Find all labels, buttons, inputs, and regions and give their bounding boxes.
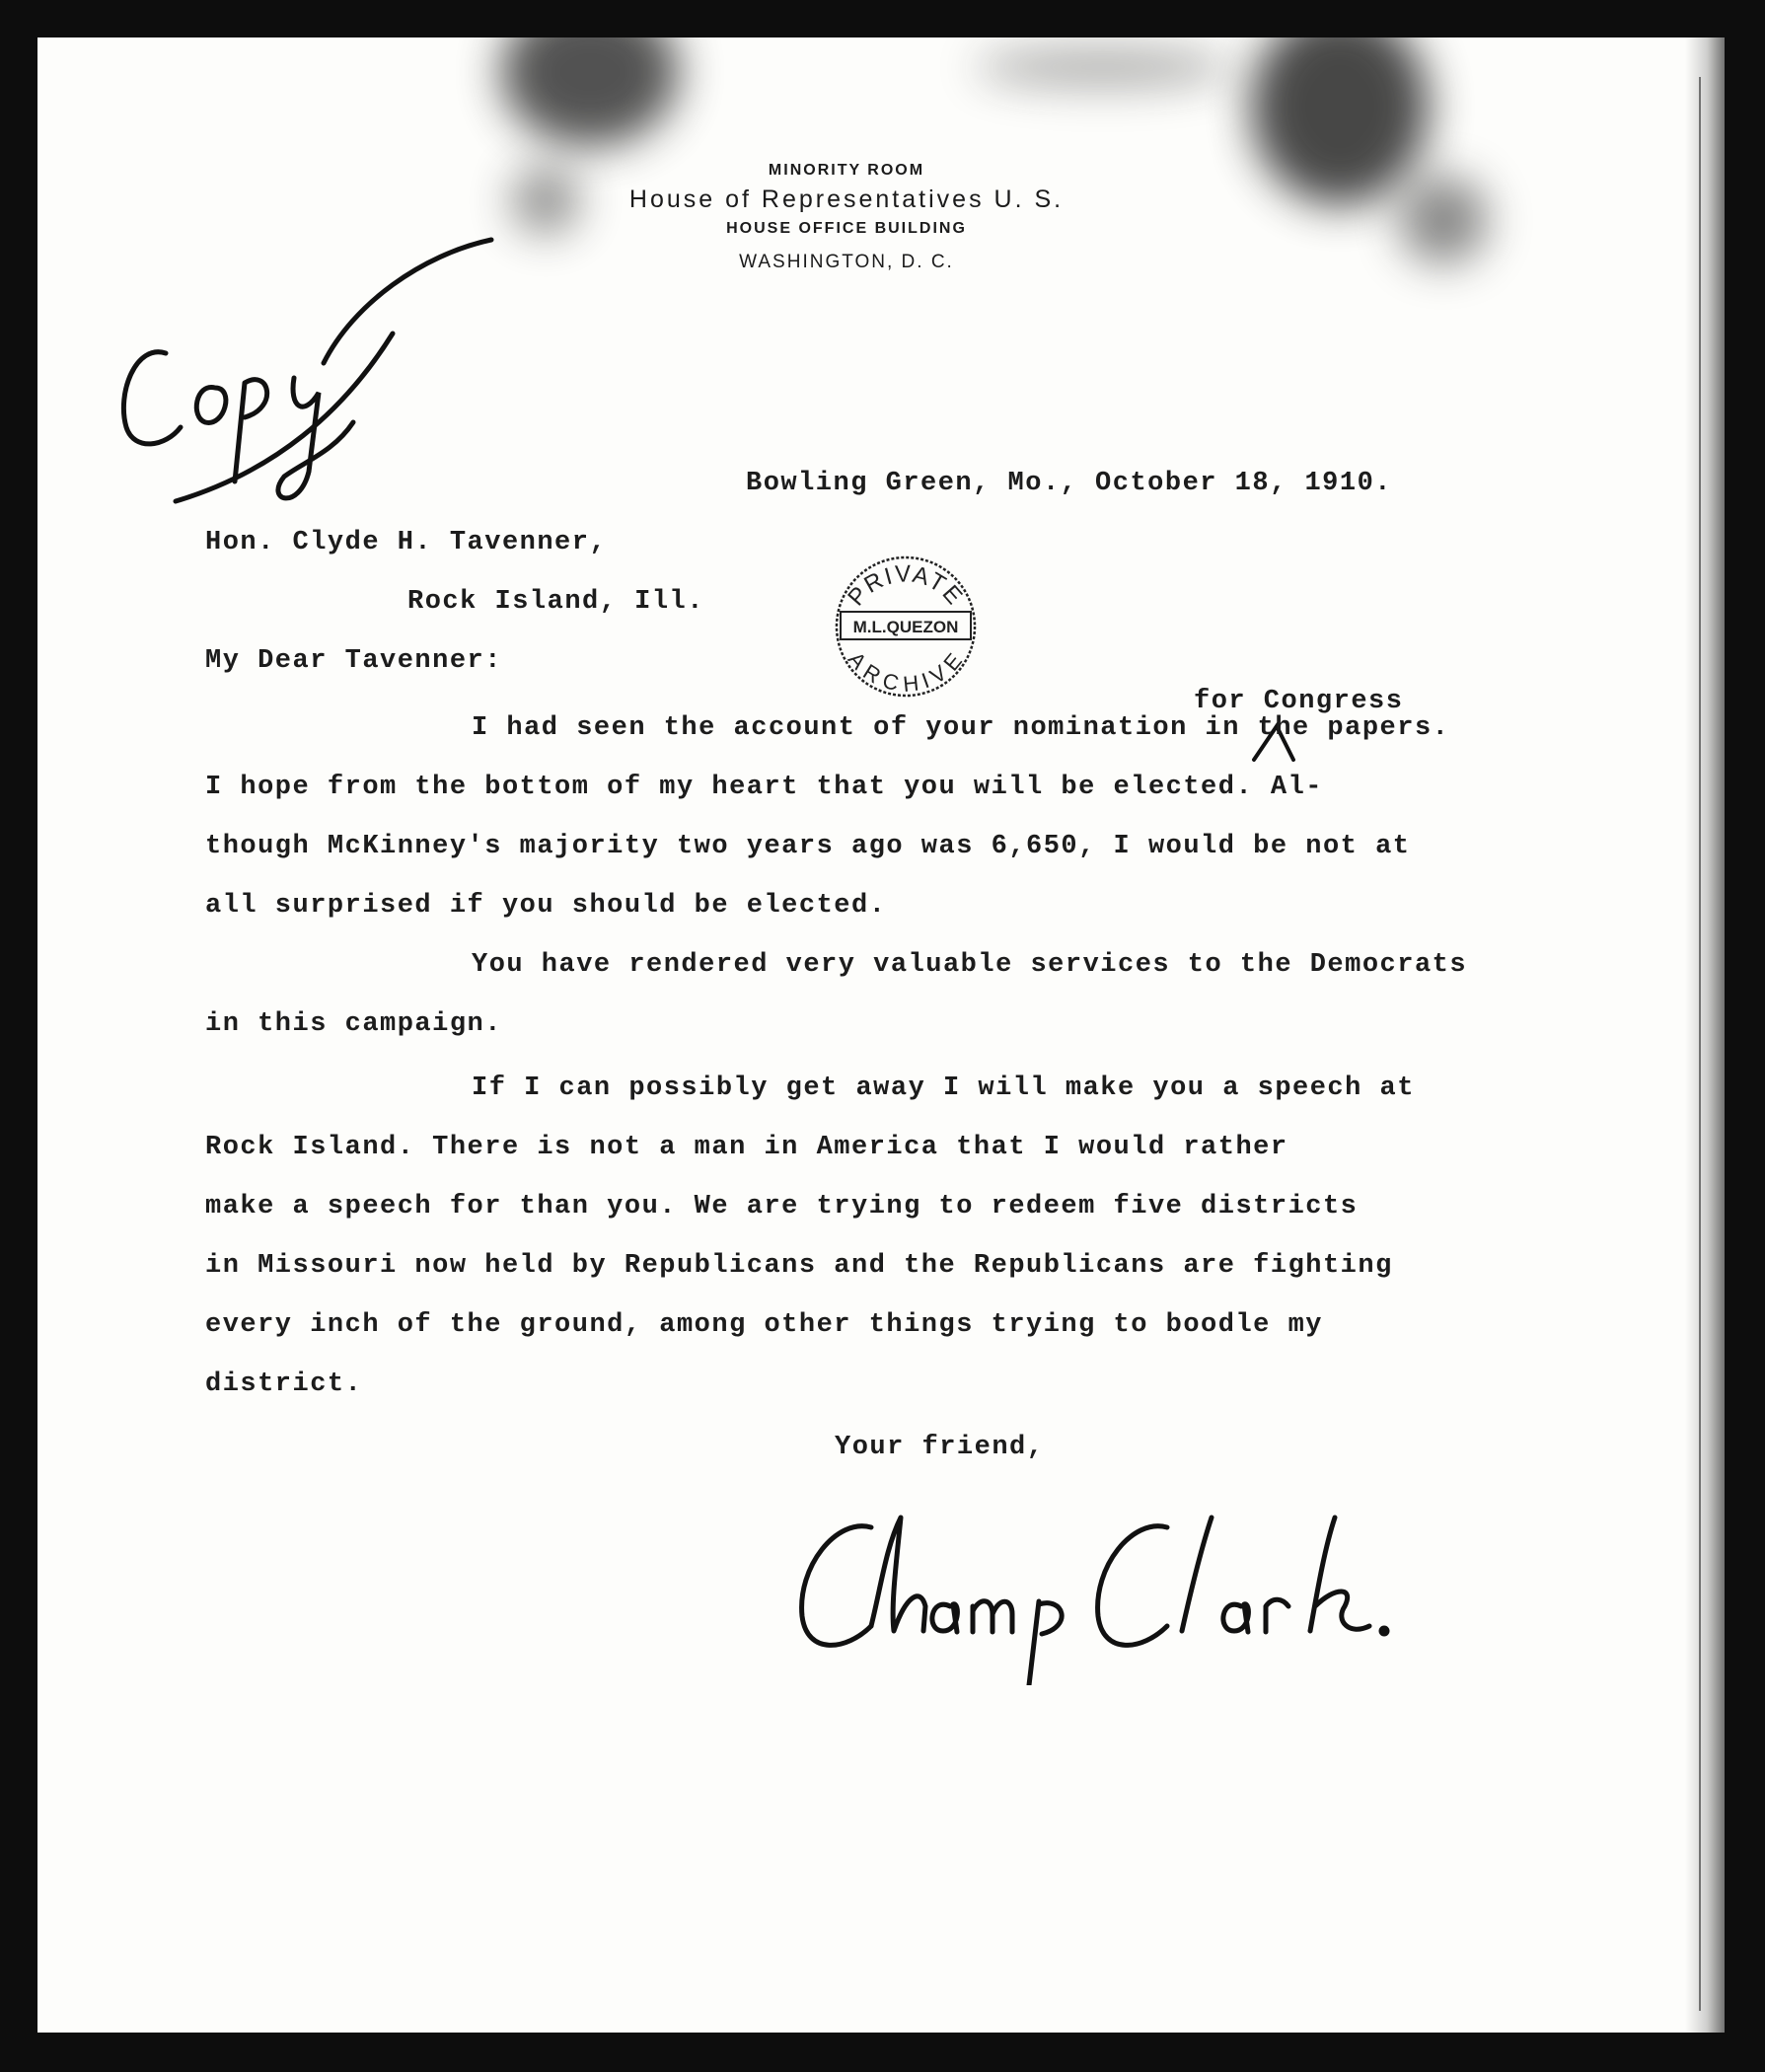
ink-smudge	[511, 166, 580, 235]
handwritten-copy-mark	[97, 185, 521, 511]
body-line: district.	[205, 1369, 363, 1399]
letterhead	[590, 156, 1103, 273]
body-line: in Missouri now held by Republicans and the Republicans are fighting	[205, 1251, 1393, 1281]
body-line: every inch of the ground, among other things trying to boodle my	[205, 1310, 1323, 1340]
svg-text:PRIVATE	[843, 560, 969, 611]
handwritten-signature	[777, 1458, 1488, 1685]
recipient-name: Hon. Clyde H. Tavenner,	[205, 528, 608, 557]
ink-smudge	[975, 47, 1231, 87]
stamp-bottom-text: ARCHIVE	[843, 646, 969, 697]
body-line: all surprised if you should be elected.	[205, 891, 887, 921]
letter-page	[37, 37, 1725, 2033]
page-edge-line	[1699, 77, 1701, 2011]
stamp-middle-text: M.L.QUEZON	[852, 618, 959, 636]
page-edge-shadow	[1685, 37, 1725, 2033]
salutation: My Dear Tavenner:	[205, 646, 502, 676]
archive-stamp	[827, 543, 985, 701]
ink-smudge	[501, 37, 679, 146]
closing: Your friend,	[835, 1433, 1045, 1462]
letterhead-house: House of Representatives U. S.	[628, 185, 1065, 213]
body-line: Rock Island. There is not a man in America that I would rather	[205, 1133, 1288, 1162]
letterhead-city: WASHINGTON, D. C.	[739, 252, 954, 272]
letterhead-room: MINORITY ROOM	[768, 162, 925, 179]
stamp-top-text: PRIVATE	[843, 560, 969, 612]
handwritten-insertion: for Congress	[1194, 687, 1404, 716]
body-line: You have rendered very valuable services to the Democrats	[472, 950, 1468, 980]
body-line: If I can possibly get away I will make you a speech at	[472, 1073, 1415, 1103]
body-line: I had seen the account of your nomination in the papers.	[472, 713, 1450, 743]
ink-smudge	[1251, 37, 1429, 205]
body-line: in this campaign.	[205, 1009, 502, 1039]
svg-text:ARCHIVE	[844, 647, 968, 697]
body-line: make a speech for than you. We are trying to redeem five districts	[205, 1192, 1359, 1221]
body-line: though McKinney's majority two years ago was 6,650, I would be not at	[205, 832, 1411, 861]
body-line: I hope from the bottom of my heart that you will be elected. Al-	[205, 773, 1323, 802]
dateline: Bowling Green, Mo., October 18, 1910.	[746, 469, 1392, 498]
recipient-place: Rock Island, Ill.	[407, 587, 704, 617]
letterhead-building: HOUSE OFFICE BUILDING	[726, 220, 967, 237]
ink-smudge	[1399, 176, 1488, 264]
